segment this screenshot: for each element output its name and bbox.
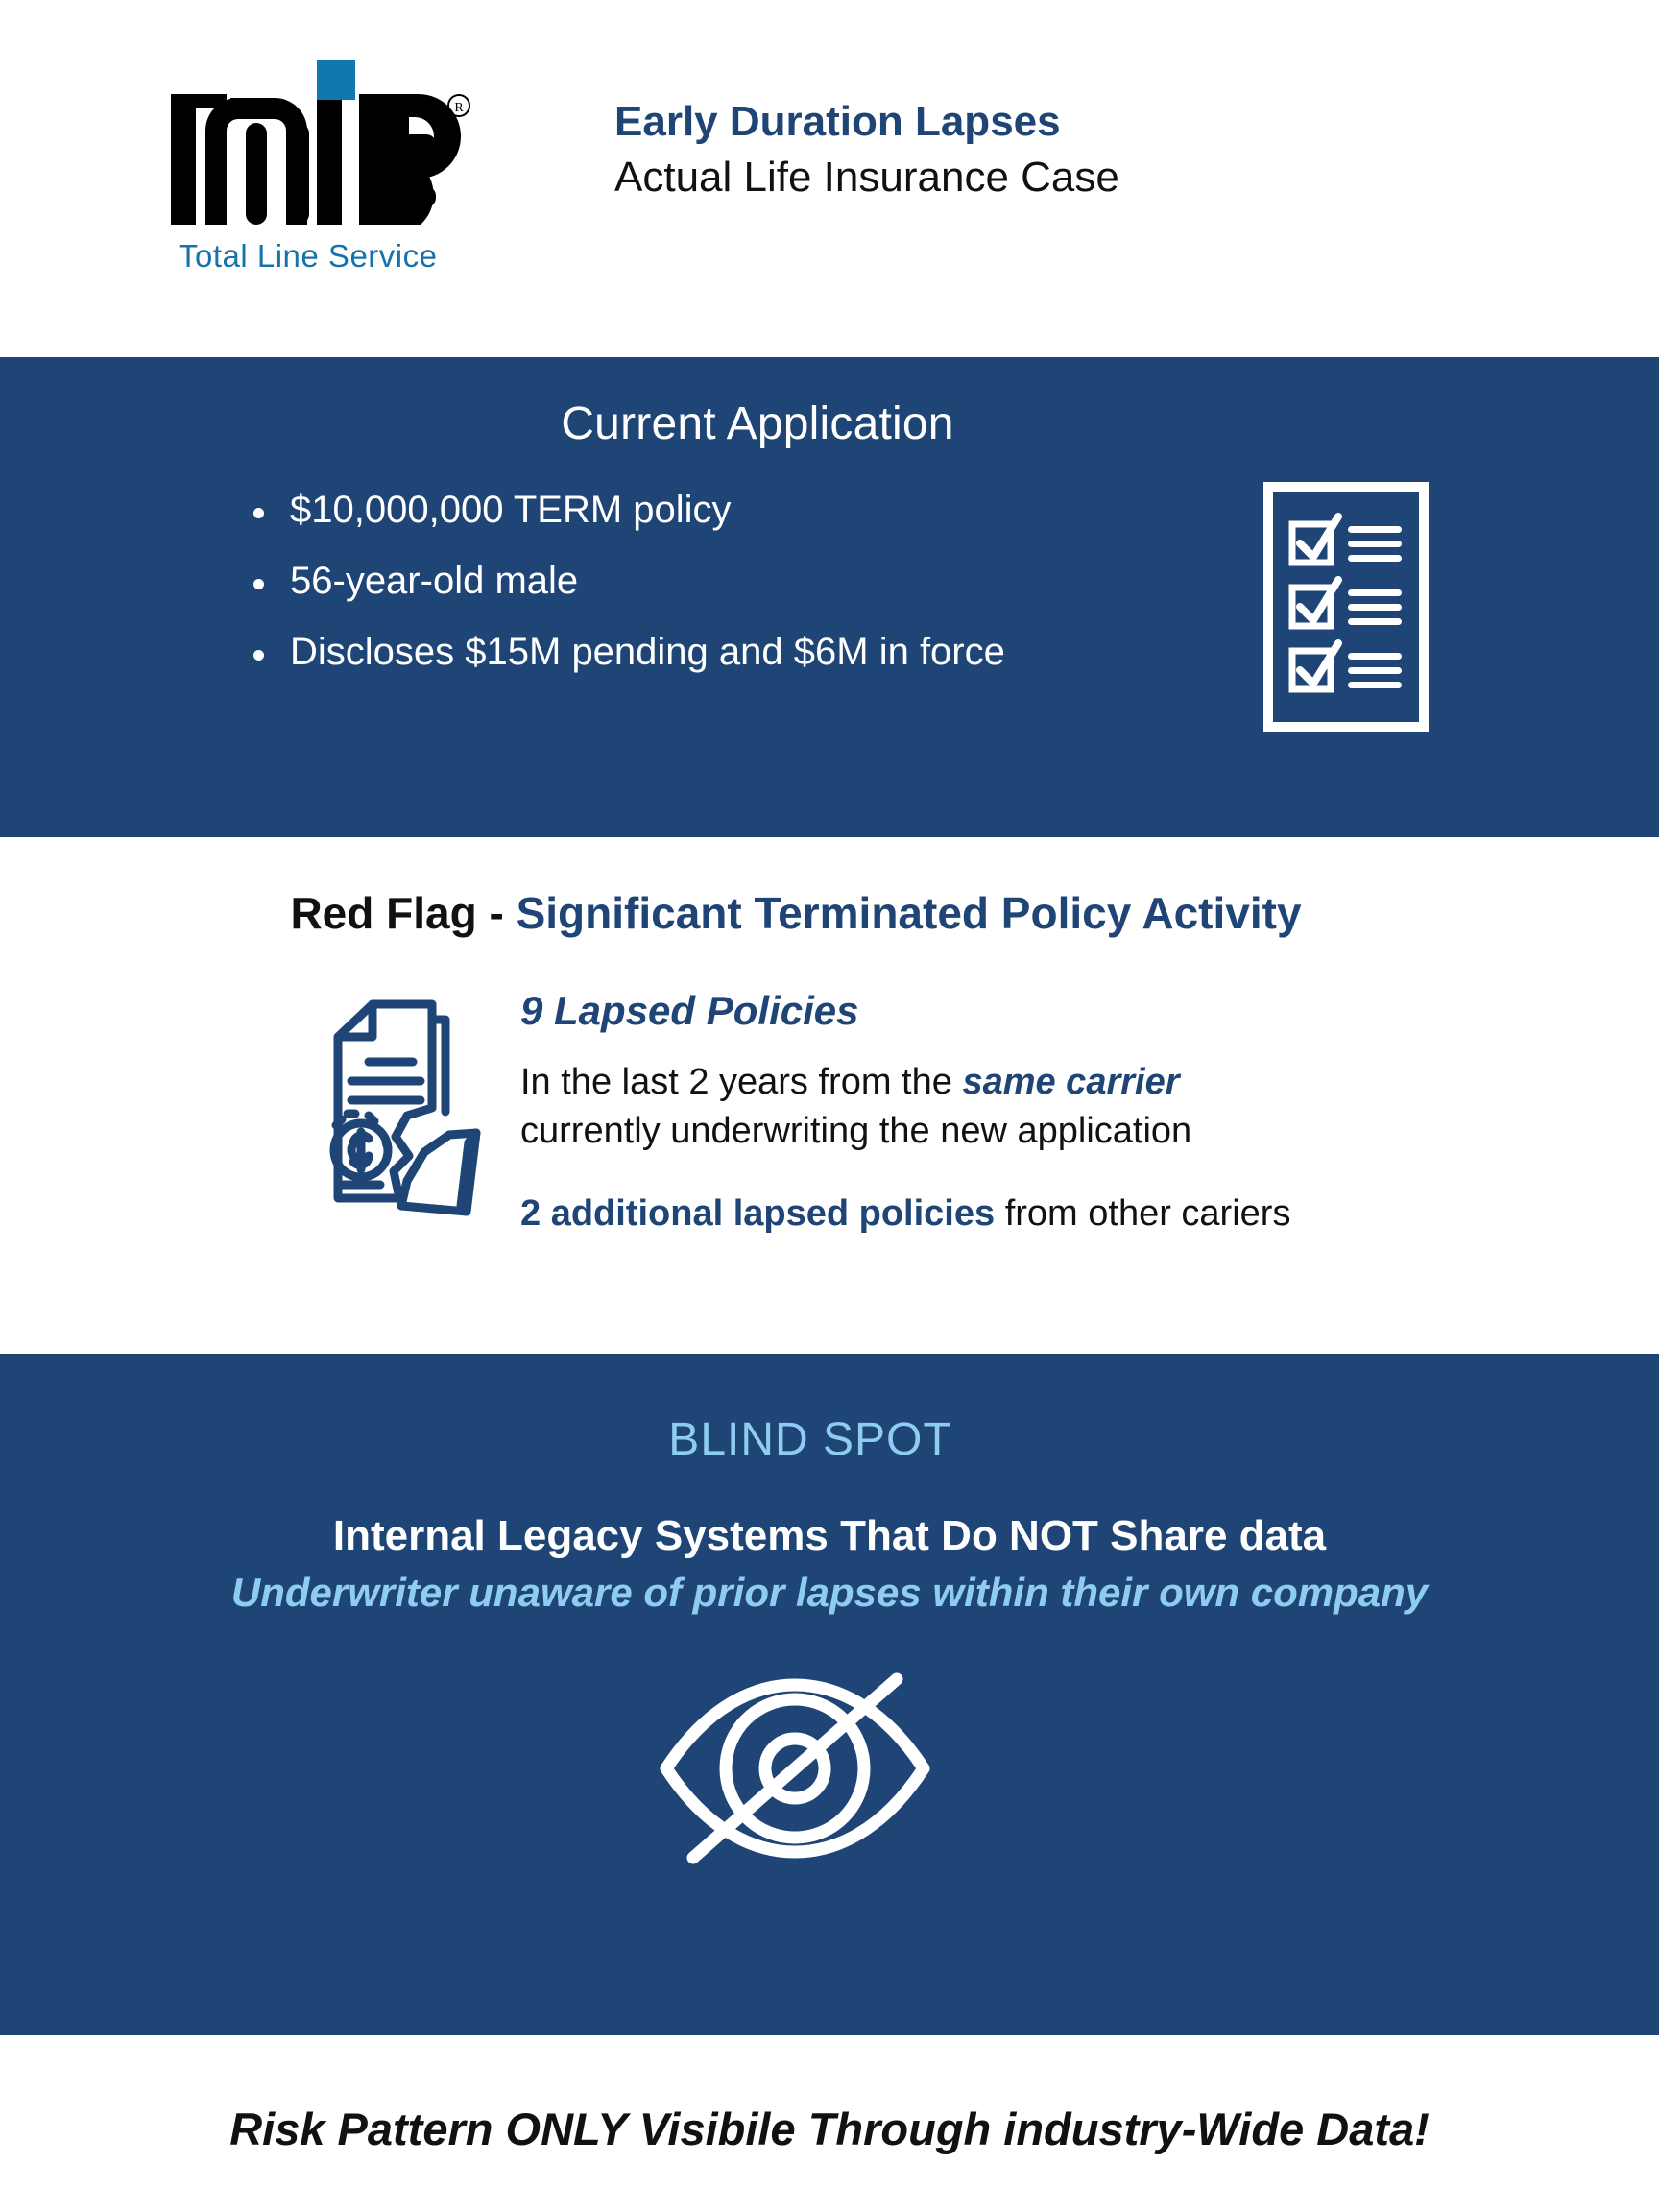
list-item: $10,000,000 TERM policy	[248, 491, 1659, 529]
lapsed-policies-headline: 9 Lapsed Policies	[520, 988, 859, 1033]
additional-lapsed-rest: from other cariers	[995, 1193, 1291, 1235]
page-footer	[0, 2035, 1659, 2212]
page-subtitle: Actual Life Insurance Case	[614, 153, 1119, 201]
red-flag-label: Red Flag -	[290, 888, 517, 938]
footer-tagline: Risk Pattern ONLY Visibile Through industry-Wide Data!	[229, 2103, 1430, 2154]
current-application-section	[0, 357, 1659, 837]
page-header	[0, 0, 1659, 357]
lapsed-policies-description	[520, 1058, 1290, 1155]
checklist-icon	[1262, 480, 1431, 738]
additional-lapsed-emphasis: 2 additional lapsed policies	[520, 1193, 996, 1235]
torn-policy-document-icon	[280, 993, 492, 1228]
page-title: Early Duration Lapses	[614, 98, 1061, 145]
blind-spot-section	[0, 1354, 1659, 2035]
lapsed-description-part-1: In the last 2 years from the	[520, 1062, 963, 1103]
mib-logo-icon	[171, 60, 565, 225]
blind-spot-line-1: Internal Legacy Systems That Do NOT Share data	[332, 1512, 1327, 1559]
list-item: 56-year-old male	[248, 562, 1659, 600]
current-application-heading: Current Application	[561, 398, 954, 449]
current-application-bullet-list	[248, 491, 1659, 671]
red-flag-heading	[0, 887, 1659, 939]
red-flag-section	[0, 837, 1659, 1354]
list-item: Discloses $15M pending and $6M in force	[248, 633, 1659, 671]
svg-text:R: R	[454, 101, 464, 115]
header-title-group	[614, 96, 1119, 203]
eye-slash-icon	[651, 1648, 939, 1893]
blind-spot-line-2: Underwriter unaware of prior lapses within their own company	[230, 1570, 1429, 1615]
blind-spot-title: BLIND SPOT	[668, 1414, 952, 1465]
red-flag-headline: Significant Terminated Policy Activity	[516, 888, 1302, 938]
additional-lapsed-policies-line	[520, 1193, 1290, 1235]
same-carrier-emphasis: same carrier	[962, 1062, 1180, 1103]
red-flag-body	[0, 979, 1659, 1235]
brand-logo-block	[171, 60, 574, 275]
lapsed-description-part-2: currently underwriting the new application	[520, 1110, 1192, 1151]
logo-tagline: Total Line Service	[179, 238, 438, 274]
red-flag-text-block	[520, 979, 1290, 1235]
